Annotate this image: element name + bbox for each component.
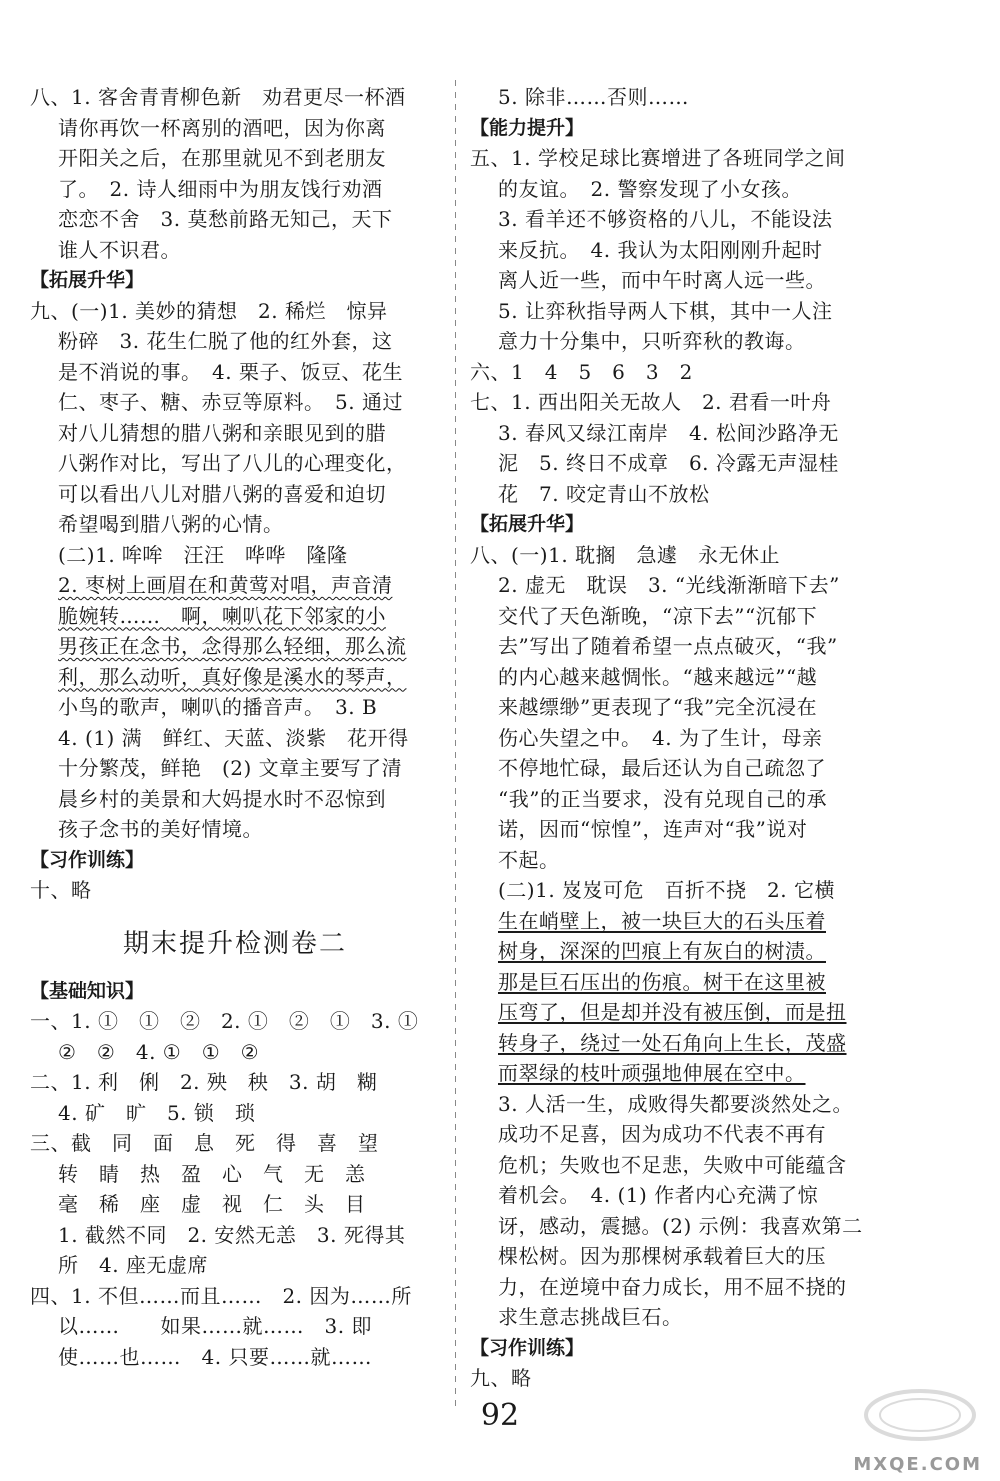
left-column bbox=[30, 82, 440, 1372]
section-heading: 【习作训练】 bbox=[470, 1336, 585, 1359]
answer-line: 转身子，绕过一处石角向上生长，茂盛 bbox=[498, 1030, 847, 1055]
answer-line: 危机；失败也不足悲，失败中可能蕴含 bbox=[498, 1152, 847, 1177]
answer-line: 4. 矿 旷 5. 锁 琐 bbox=[58, 1100, 256, 1125]
answer-line: 着机会。 4. (1) 作者内心充满了惊 bbox=[498, 1183, 819, 1207]
section-heading: 【拓展升华】 bbox=[30, 269, 145, 291]
answer-line: 使……也…… 4. 只要……就…… bbox=[58, 1344, 372, 1369]
answer-line: 花 7. 咬定青山不放松 bbox=[498, 481, 710, 506]
answer-line: 伤心失望之中。 4. 为了生计，母亲 bbox=[498, 725, 823, 750]
answer-line: 棵松树。因为那棵树承载着巨大的压 bbox=[498, 1244, 826, 1268]
answer-line: 那是巨石压出的伤痕。树干在这里被 bbox=[498, 969, 826, 994]
answer-line: 1. 截然不同 2. 安然无恙 3. 死得其 bbox=[58, 1222, 406, 1247]
answer-line: 八、(一)1. 耽搁 急遽 永无休止 bbox=[470, 542, 781, 567]
section-heading: 【习作训练】 bbox=[30, 848, 145, 871]
answer-line: 讶，感动，震撼。(2) 示例：我喜欢第二 bbox=[498, 1213, 863, 1238]
answer-line: 交代了天色渐晚，“凉下去”“沉郁下 bbox=[498, 603, 818, 628]
answer-line: 二、1. 利 俐 2. 殃 秧 3. 胡 糊 bbox=[30, 1070, 378, 1094]
watermark-logo-icon bbox=[860, 1385, 980, 1453]
answer-line: 以…… 如果……就…… 3. 即 bbox=[58, 1314, 372, 1338]
answer-line: 一、1. ① ① ② 2. ① ② ① 3. ① bbox=[30, 1009, 419, 1033]
answer-line: 三、截 同 面 息 死 得 喜 望 bbox=[30, 1131, 379, 1155]
answer-line: 3. 人活一生，成败得失都要淡然处之。 bbox=[498, 1091, 853, 1116]
answer-line: 的内心越来越惆怅。“越来越远”“越 bbox=[498, 664, 818, 689]
answer-line: 小鸟的歌声，喇叭的播音声。 3. B bbox=[58, 695, 378, 719]
answer-line: 脆婉转…… 啊，喇叭花下邻家的小 bbox=[58, 603, 386, 628]
answer-line: 恋恋不舍 3. 莫愁前路无知己，天下 bbox=[58, 207, 393, 231]
section-heading: 【拓展升华】 bbox=[470, 513, 585, 535]
answer-line: 成功不足喜，因为成功不代表不再有 bbox=[498, 1122, 826, 1146]
answer-line: 不起。 bbox=[498, 847, 560, 872]
answer-line: “我”的正当要求，没有兑现自己的承 bbox=[498, 786, 827, 811]
page-number: 92 bbox=[480, 1398, 520, 1433]
answer-line: 树身，深深的凹痕上有灰白的树渍。 bbox=[498, 939, 826, 963]
answer-line: 粉碎 3. 花生仁脱了他的红外套，这 bbox=[58, 329, 393, 353]
answer-line: 八、1. 客舍青青柳色新 劝君更尽一杯酒 bbox=[30, 85, 406, 109]
answer-line: 所 4. 座无虚席 bbox=[58, 1253, 208, 1277]
answer-line: 利，那么动听，真好像是溪水的琴声， bbox=[58, 664, 407, 689]
answer-line: 2. 枣树上画眉在和黄莺对唱，声音清 bbox=[58, 573, 393, 597]
answer-line: 意力十分集中，只听弈秋的教诲。 bbox=[498, 329, 806, 353]
answer-line: 4. (1) 满 鲜红、天蓝、淡紫 花开得 bbox=[58, 725, 409, 750]
answer-line: 的友谊。 2. 警察发现了小女孩。 bbox=[498, 176, 802, 201]
answer-line: 生在峭壁上，被一块巨大的石头压着 bbox=[498, 908, 826, 933]
answer-line: 孩子念书的美好情境。 bbox=[58, 817, 263, 841]
answer-line: 开阳关之后，在那里就见不到老朋友 bbox=[58, 146, 386, 170]
answer-line: 晨乡村的美景和大妈提水时不忍惊到 bbox=[58, 786, 386, 811]
answer-line: (二)1. 哞哞 汪汪 哗哗 隆隆 bbox=[58, 542, 348, 567]
answer-line: 来反抗。 4. 我认为太阳刚刚升起时 bbox=[498, 237, 823, 262]
answer-line: 来越缥缈”更表现了“我”完全沉浸在 bbox=[498, 695, 818, 719]
answer-line: 六、1 4 5 6 3 2 bbox=[470, 359, 693, 384]
answer-line: 仁、枣子、糖、赤豆等原料。 5. 通过 bbox=[58, 390, 403, 414]
answer-line: 希望喝到腊八粥的心情。 bbox=[58, 512, 284, 536]
answer-line: 八粥作对比，写出了八儿的心理变化， bbox=[58, 451, 407, 475]
answer-line: 压弯了，但是却并没有被压倒，而是扭 bbox=[498, 1000, 847, 1024]
answer-line: 3. 看羊还不够资格的八儿，不能设法 bbox=[498, 207, 833, 231]
answer-line: 七、1. 西出阳关无故人 2. 君看一叶舟 bbox=[470, 390, 832, 414]
answer-line: 求生意志挑战巨石。 bbox=[498, 1305, 683, 1329]
answer-line: 可以看出八儿对腊八粥的喜爱和迫切 bbox=[58, 481, 386, 506]
answer-line: 毫 稀 座 虚 视 仁 头 目 bbox=[58, 1192, 366, 1216]
watermark-text: MXQE.COM bbox=[853, 1454, 982, 1475]
section-heading: 【基础知识】 bbox=[30, 979, 145, 1002]
answer-line: 3. 春风又绿江南岸 4. 松间沙路净无 bbox=[498, 420, 839, 445]
answer-line: 男孩正在念书，念得那么轻细，那么流 bbox=[58, 634, 407, 658]
answer-line: 对八儿猜想的腊八粥和亲眼见到的腊 bbox=[58, 420, 386, 445]
answer-line: 是不消说的事。 4. 栗子、饭豆、花生 bbox=[58, 359, 403, 384]
answer-line: 九、(一)1. 美妙的猜想 2. 稀烂 惊异 bbox=[30, 298, 388, 323]
section-heading: 【能力提升】 bbox=[470, 116, 585, 139]
answer-line: 请你再饮一杯离别的酒吧，因为你离 bbox=[58, 115, 386, 140]
answer-line: (二)1. 岌岌可危 百折不挠 2. 它横 bbox=[498, 878, 835, 902]
answer-line: 5. 除非……否则…… bbox=[498, 85, 689, 109]
answer-line: 不停地忙碌，最后还认为自己疏忽了 bbox=[498, 756, 826, 780]
answer-line: 去”写出了随着希望一点点破灭，“我” bbox=[498, 634, 838, 658]
answer-line: 2. 虚无 耽误 3. “光线渐渐暗下去” bbox=[498, 573, 840, 597]
answer-line: 十分繁茂，鲜艳 (2) 文章主要写了清 bbox=[58, 756, 403, 780]
right-column bbox=[470, 82, 880, 1394]
answer-line: 离人近一些，而中午时离人远一些。 bbox=[498, 268, 826, 292]
answer-line: 转 睛 热 盈 心 气 无 恙 bbox=[58, 1161, 366, 1186]
answer-line: 泥 5. 终日不成章 6. 冷露无声湿桂 bbox=[498, 451, 839, 475]
answer-line: 谁人不识君。 bbox=[58, 237, 181, 262]
answer-line: 诺，因而“惊惶”，连声对“我”说对 bbox=[498, 817, 808, 841]
answer-line: 四、1. 不但……而且…… 2. 因为……所 bbox=[30, 1283, 412, 1308]
answer-line: 5. 让弈秋指导两人下棋，其中一人注 bbox=[498, 298, 833, 323]
column-divider bbox=[455, 80, 456, 1410]
answer-line: 而翠绿的枝叶顽强地伸展在空中。 bbox=[498, 1061, 806, 1085]
answer-line: 力，在逆境中奋力成长，用不屈不挠的 bbox=[498, 1274, 847, 1299]
answer-line: 五、1. 学校足球比赛增进了各班同学之间 bbox=[470, 146, 846, 170]
answer-line: 十、略 bbox=[30, 878, 92, 902]
answer-line: ② ② 4. ① ① ② bbox=[58, 1039, 260, 1064]
answer-line: 九、略 bbox=[470, 1366, 532, 1390]
exam-title: 期末提升检测卷二 bbox=[122, 928, 347, 959]
answer-line: 了。 2. 诗人细雨中为朋友饯行劝酒 bbox=[58, 176, 383, 201]
